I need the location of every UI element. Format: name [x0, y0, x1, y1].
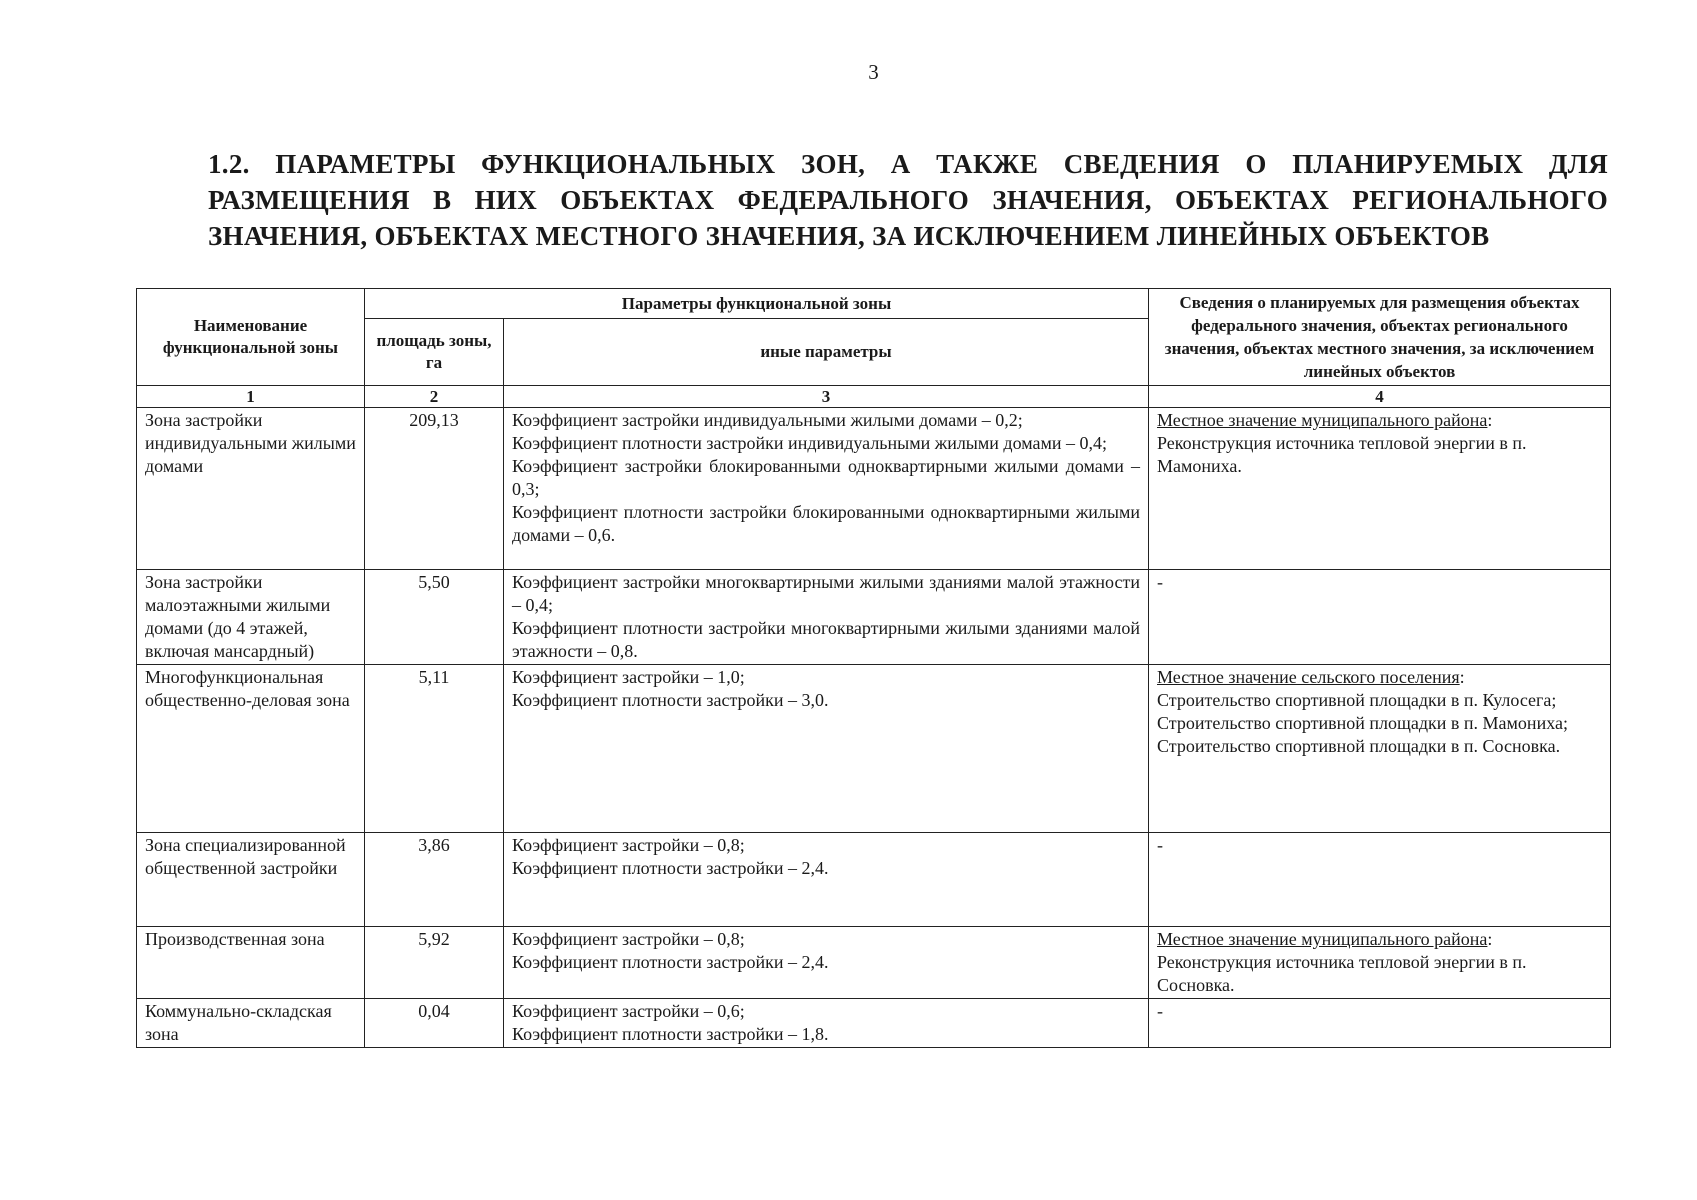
zone-param-line: Коэффициент плотности застройки – 2,4.: [512, 952, 829, 972]
zone-param-line: Коэффициент застройки – 0,8;: [512, 835, 745, 855]
planned-objects-heading-line: Местное значение муниципального района:: [1157, 929, 1493, 949]
column-number: 4: [1149, 386, 1611, 408]
zone-name-cell: Зона застройки индивидуальными жилыми домами: [137, 408, 365, 570]
zone-param-line: Коэффициент застройки многоквартирными жилыми зданиями малой этажности – 0,4;: [512, 572, 1140, 615]
planned-objects-heading: Местное значение муниципального района: [1157, 410, 1488, 430]
header-parameters-group: Параметры функциональной зоны: [365, 289, 1149, 319]
planned-object-line: -: [1157, 835, 1163, 855]
planned-objects-heading: Местное значение муниципального района: [1157, 929, 1488, 949]
zone-param-line: Коэффициент застройки – 0,8;: [512, 929, 745, 949]
zone-area-cell: 3,86: [365, 833, 504, 927]
zone-name-cell: Зона специализированной общественной застройки: [137, 833, 365, 927]
zone-params-cell: [504, 570, 1149, 665]
page-number: 3: [868, 60, 879, 84]
zone-params-cell: [504, 999, 1149, 1048]
column-number: 1: [137, 386, 365, 408]
table-row: [137, 570, 1611, 665]
zone-area-cell: 5,11: [365, 665, 504, 833]
column-number: 3: [504, 386, 1149, 408]
section-title-line: РАЗМЕЩЕНИЯ В НИХ ОБЪЕКТАХ ФЕДЕРАЛЬНОГО ЗНАЧЕНИЯ, ОБЪЕКТАХ РЕГИОНАЛЬНОГО: [208, 185, 1608, 215]
planned-object-line: Строительство спортивной площадки в п. Сосновка.: [1157, 736, 1561, 756]
planned-object-line: -: [1157, 1001, 1163, 1021]
planned-object-line: Реконструкция источника тепловой энергии в п. Мамониха.: [1157, 433, 1527, 476]
planned-objects-heading-line: Местное значение муниципального района:: [1157, 410, 1493, 430]
planned-objects-cell: [1149, 408, 1611, 570]
planned-objects-cell: [1149, 665, 1611, 833]
zone-params-cell: [504, 927, 1149, 999]
zone-param-line: Коэффициент плотности застройки индивидуальными жилыми домами – 0,4;: [512, 433, 1108, 453]
planned-object-line: -: [1157, 572, 1163, 592]
planned-objects-cell: [1149, 570, 1611, 665]
zone-param-line: Коэффициент застройки – 1,0;: [512, 667, 745, 687]
zone-param-line: Коэффициент плотности застройки блокированными одноквартирными жилыми домами – 0,6.: [512, 502, 1140, 545]
planned-objects-cell: [1149, 833, 1611, 927]
zone-params-cell: [504, 665, 1149, 833]
section-title-line: 1.2. ПАРАМЕТРЫ ФУНКЦИОНАЛЬНЫХ ЗОН, А ТАКЖЕ СВЕДЕНИЯ О ПЛАНИРУЕМЫХ ДЛЯ: [208, 149, 1608, 179]
zone-name-cell: Многофункциональная общественно-деловая зона: [137, 665, 365, 833]
zone-param-line: Коэффициент плотности застройки – 1,8.: [512, 1024, 829, 1044]
zone-name-cell: Коммунально-складская зона: [137, 999, 365, 1048]
planned-objects-heading: Местное значение сельского поселения: [1157, 667, 1460, 687]
table-row: [137, 999, 1611, 1048]
planned-objects-cell: [1149, 999, 1611, 1048]
column-number: 2: [365, 386, 504, 408]
zone-name-cell: Зона застройки малоэтажными жилыми домами (до 4 этажей, включая мансардный): [137, 570, 365, 665]
zone-area-cell: 5,92: [365, 927, 504, 999]
zone-param-line: Коэффициент плотности застройки – 3,0.: [512, 690, 829, 710]
column-number-row: [137, 386, 1611, 408]
planned-objects-heading-line: Местное значение сельского поселения:: [1157, 667, 1465, 687]
zone-param-line: Коэффициент плотности застройки – 2,4.: [512, 858, 829, 878]
planned-object-line: Строительство спортивной площадки в п. Мамониха;: [1157, 713, 1568, 733]
zone-param-line: Коэффициент застройки – 0,6;: [512, 1001, 745, 1021]
planned-object-line: Строительство спортивной площадки в п. Кулосега;: [1157, 690, 1557, 710]
table-row: [137, 927, 1611, 999]
zone-area-cell: 5,50: [365, 570, 504, 665]
functional-zones-table: [136, 288, 1611, 1048]
header-zone-name: Наименование функциональной зоны: [137, 289, 365, 386]
header-planned-objects: Сведения о планируемых для размещения объектах федерального значения, объектах регионального значения, объектах местного значения, за исключением линейных объектов: [1149, 289, 1611, 386]
zone-param-line: Коэффициент застройки блокированными одноквартирными жилыми домами – 0,3;: [512, 456, 1140, 499]
planned-object-line: Реконструкция источника тепловой энергии в п. Сосновка.: [1157, 952, 1527, 995]
section-title: [208, 146, 1608, 254]
header-area: площадь зоны, га: [365, 319, 504, 386]
zone-area-cell: 0,04: [365, 999, 504, 1048]
header-other-params: иные параметры: [504, 319, 1149, 386]
section-title-line: ЗНАЧЕНИЯ, ОБЪЕКТАХ МЕСТНОГО ЗНАЧЕНИЯ, ЗА ИСКЛЮЧЕНИЕМ ЛИНЕЙНЫХ ОБЪЕКТОВ: [208, 221, 1490, 251]
zone-area-cell: 209,13: [365, 408, 504, 570]
zone-params-cell: [504, 408, 1149, 570]
table-row: [137, 665, 1611, 833]
table-body: [137, 386, 1611, 1048]
zone-param-line: Коэффициент плотности застройки многоквартирными жилыми зданиями малой этажности – 0,8.: [512, 618, 1140, 661]
table-row: [137, 833, 1611, 927]
zone-params-cell: [504, 833, 1149, 927]
zone-param-line: Коэффициент застройки индивидуальными жилыми домами – 0,2;: [512, 410, 1023, 430]
zone-name-cell: Производственная зона: [137, 927, 365, 999]
planned-objects-cell: [1149, 927, 1611, 999]
table-row: [137, 408, 1611, 570]
